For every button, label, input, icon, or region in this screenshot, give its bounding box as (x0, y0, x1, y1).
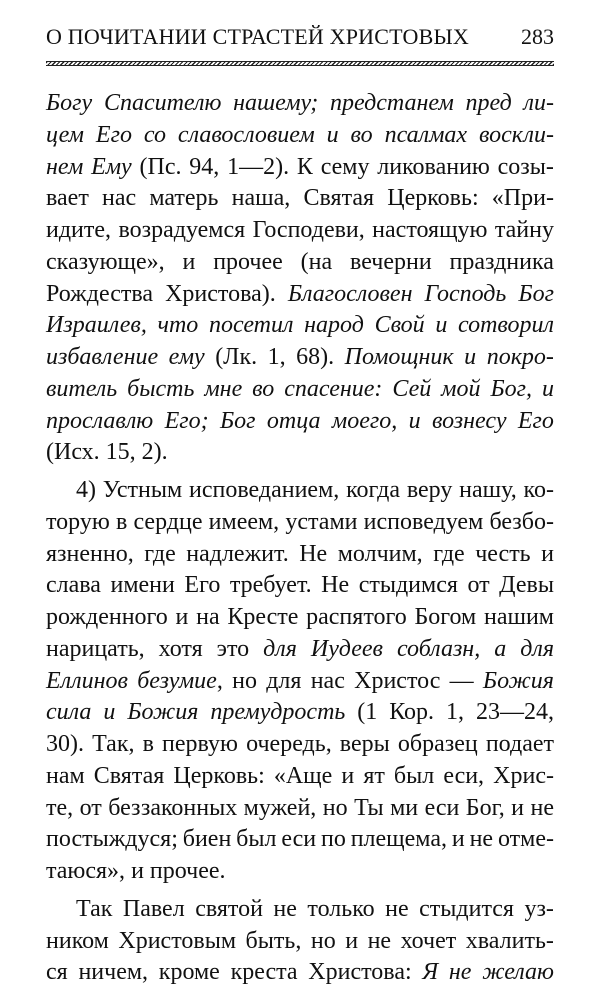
word: (Исх. (46, 439, 100, 466)
word: цем (46, 121, 84, 148)
word: отме- (497, 826, 554, 853)
text-line (46, 120, 554, 152)
word: надлежит. (186, 540, 289, 567)
word: ко- (523, 477, 554, 503)
word: ликованию (377, 153, 490, 180)
word: 1, (267, 344, 286, 370)
word: ли- (523, 90, 554, 116)
word: К (296, 153, 313, 180)
word: веру (406, 477, 453, 503)
word: но (322, 794, 348, 821)
word: 23—24, (475, 699, 554, 726)
word: где (433, 540, 465, 567)
word: уз- (524, 895, 554, 922)
word: нашу, (459, 477, 517, 503)
word: прославлю (46, 407, 154, 434)
word: нас (102, 185, 137, 212)
word: Святая (303, 185, 375, 212)
word: очередь, (246, 731, 332, 757)
word: Иудеев (310, 635, 383, 662)
word: настоящую (372, 217, 488, 243)
word: 1, (446, 699, 464, 726)
word: постыждуся; (46, 826, 178, 853)
word: язненно, (46, 540, 134, 567)
word: 30). (46, 731, 84, 757)
word: «Аще (273, 762, 333, 789)
word: вечерни (350, 248, 432, 275)
word: нем (46, 153, 84, 180)
word: Святая (93, 762, 165, 789)
text-line (46, 310, 554, 342)
word: Бог (518, 280, 554, 307)
word: был (236, 826, 277, 853)
word: только (307, 895, 375, 922)
word: Ты (354, 794, 384, 821)
word: покро- (486, 344, 554, 370)
word: нарицать, (46, 635, 145, 662)
word: Господь (424, 280, 507, 307)
page-number: 283 (521, 24, 554, 49)
word: сотворил (458, 312, 554, 339)
word: честь (475, 540, 531, 567)
word: Бог, (490, 375, 532, 402)
word: идите, (46, 217, 112, 243)
word: праздника (449, 248, 554, 275)
word: устами (285, 508, 358, 535)
word: таюся», (46, 858, 126, 884)
word: стыдимся (358, 572, 458, 599)
word: Не (299, 540, 328, 567)
word: исповеданием, (189, 477, 340, 503)
word: народ (304, 312, 364, 339)
word: возрадуемся (118, 217, 246, 243)
word: 4) (76, 477, 96, 503)
word: безбо- (489, 508, 554, 535)
word: слава (46, 572, 101, 599)
word: еси, (443, 762, 485, 789)
word: Девы (499, 572, 554, 599)
word: ничем, (78, 959, 149, 986)
text-line (46, 729, 554, 761)
word: Церковь: (387, 185, 479, 212)
word: от (79, 794, 102, 821)
word: (Лк. (215, 344, 258, 370)
word: молчим, (337, 540, 423, 567)
word: и (541, 540, 554, 567)
word: Еллинов (46, 667, 128, 694)
word: исповедуем (363, 508, 484, 535)
word: 94, (189, 153, 220, 180)
word: прочее (213, 248, 283, 275)
word: и (541, 375, 554, 402)
word: на (196, 604, 220, 630)
word: еси (424, 794, 460, 821)
word: Бог, (465, 794, 505, 821)
word: 1—2). (227, 153, 290, 180)
word: матерь (149, 185, 219, 212)
text-line (46, 570, 554, 602)
word: и (435, 312, 448, 339)
word: стыдится (419, 895, 514, 922)
text-line (46, 602, 554, 634)
word: и (345, 927, 359, 954)
word: Христовым (118, 927, 237, 954)
word: Богу (46, 90, 93, 116)
word: Христова: (308, 959, 412, 986)
word: по (320, 826, 346, 853)
text-line (46, 507, 554, 539)
word: ему (168, 344, 205, 370)
word: Кор. (389, 699, 435, 726)
word: мой (441, 375, 481, 402)
word: наша, (231, 185, 291, 212)
word: распятого (306, 604, 407, 630)
word: Свой (374, 312, 425, 339)
word: Так, (92, 731, 135, 757)
word: и (511, 794, 525, 821)
word: не (469, 826, 494, 853)
word: Спасителю (103, 90, 222, 116)
word: 15, (105, 439, 136, 466)
word: и (103, 699, 116, 726)
word: не (385, 895, 409, 922)
word: требует. (229, 572, 312, 599)
word: беззаконных (108, 794, 238, 821)
word: Благословен (287, 280, 413, 307)
word: Христова). (165, 280, 276, 307)
word: Так (76, 895, 113, 922)
text-line (46, 539, 554, 571)
paragraph (46, 894, 554, 989)
word: (Пс. (139, 153, 182, 180)
word: бысть (127, 375, 195, 402)
word: 68). (296, 344, 335, 370)
word: и (175, 604, 189, 630)
word: хвалить- (465, 927, 554, 954)
word: Хрис- (493, 762, 554, 789)
word: Христос (354, 667, 441, 694)
word: Рождества (46, 280, 154, 307)
word: хотя (158, 635, 203, 662)
text-line (46, 957, 554, 989)
word: псалмах (384, 121, 468, 148)
word: и (182, 248, 196, 275)
word: Божия (482, 667, 554, 694)
word: отца (266, 407, 321, 434)
text-line (46, 761, 554, 793)
word: славословием (177, 121, 315, 148)
text-line (46, 437, 554, 469)
word: нам (46, 762, 85, 789)
word: быть, (245, 927, 302, 954)
word: сила (46, 699, 92, 726)
word: кроме (158, 959, 220, 986)
word: Павел (122, 895, 185, 922)
word: и (464, 344, 477, 370)
word: хочет (400, 927, 457, 954)
word: Богом (414, 604, 477, 630)
paragraph (46, 475, 554, 888)
word: веры (339, 731, 390, 757)
word: избавление (46, 344, 159, 370)
paragraph (46, 88, 554, 469)
word: Не (321, 572, 350, 599)
text-line (46, 824, 554, 856)
word: предстанем (330, 90, 454, 116)
word: Его; (164, 407, 209, 434)
word: Я (422, 959, 439, 986)
word: нашим (483, 604, 554, 630)
word: посетил (208, 312, 294, 339)
word: желаю (482, 959, 554, 986)
text-line (46, 926, 554, 958)
text-line (46, 793, 554, 825)
word: не (273, 895, 297, 922)
word: моего, (331, 407, 398, 434)
word: со (143, 121, 166, 148)
word: святой (195, 895, 263, 922)
word: Устным (102, 477, 183, 503)
word: мне (204, 375, 243, 402)
text-line (46, 215, 554, 247)
word: но (232, 667, 257, 694)
text-line (46, 279, 554, 311)
word: воскли- (479, 121, 554, 148)
text-line (46, 342, 554, 374)
text-line (46, 666, 554, 698)
word: Бог (219, 407, 256, 434)
word: креста (230, 959, 298, 986)
text-line (46, 88, 554, 120)
word: вает (46, 185, 89, 212)
word: был (393, 762, 435, 789)
word: и (326, 121, 339, 148)
word: созы- (497, 153, 554, 180)
word: витель (46, 375, 118, 402)
word: (на (300, 248, 333, 275)
running-title: О ПОЧИТАНИИ СТРАСТЕЙ ХРИСТОВЫХ (46, 24, 469, 49)
word: Божия (127, 699, 199, 726)
text-line (46, 374, 554, 406)
word: Ему (91, 153, 132, 180)
word: что (157, 312, 199, 339)
word: Его (184, 572, 221, 599)
word: для (263, 635, 297, 662)
word: торую (46, 508, 110, 535)
word: имеем, (208, 508, 280, 535)
word: ми (390, 794, 419, 821)
word: для (266, 667, 302, 694)
word: но (310, 927, 336, 954)
word: 2). (141, 439, 168, 466)
word: это (216, 635, 250, 662)
word: сему (320, 153, 370, 180)
word: Израилев, (46, 312, 147, 339)
word: Церковь: (173, 762, 265, 789)
word: когда (346, 477, 401, 503)
word: нас (310, 667, 345, 694)
word: не (530, 794, 554, 821)
word: ят (363, 762, 385, 789)
word: для (520, 635, 554, 662)
body-text (46, 88, 554, 989)
word: в (115, 508, 128, 535)
word: подает (485, 731, 554, 757)
word: соблазн, (396, 635, 481, 662)
word: ся (46, 959, 68, 986)
word: Его (95, 121, 132, 148)
word: нашему; (233, 90, 319, 116)
word: тайну (494, 217, 554, 243)
word: и (451, 826, 465, 853)
word: имени (110, 572, 175, 599)
word: не (448, 959, 472, 986)
text-line (46, 152, 554, 184)
running-head (46, 22, 554, 52)
word: плещема, (350, 826, 447, 853)
word: премудрость (210, 699, 346, 726)
word: спасение: (284, 375, 383, 402)
word: Помощник (344, 344, 454, 370)
word: от (467, 572, 490, 599)
word: Сей (392, 375, 432, 402)
word: Его (517, 407, 554, 434)
word: вознесу (431, 407, 507, 434)
text-line (46, 856, 554, 888)
word: во (350, 121, 373, 148)
word: Кресте (227, 604, 299, 630)
word: прочее. (149, 858, 226, 884)
text-line (46, 406, 554, 438)
word: те, (46, 794, 74, 821)
text-line (46, 183, 554, 215)
word: первую (162, 731, 238, 757)
decorative-rule (46, 61, 554, 66)
word: мужей, (243, 794, 317, 821)
word: где (144, 540, 176, 567)
word: пред (465, 90, 512, 116)
word: образец (397, 731, 478, 757)
word: не (367, 927, 392, 954)
word: и (131, 858, 144, 884)
word: и (408, 407, 421, 434)
word: рожденного (46, 604, 168, 630)
text-line (46, 634, 554, 666)
word: еси (281, 826, 317, 853)
word: биен (182, 826, 232, 853)
text-line (46, 894, 554, 926)
word: ником (46, 927, 109, 954)
word: сказующе», (46, 248, 165, 275)
text-line (46, 475, 554, 507)
text-line (46, 247, 554, 279)
word: а (494, 635, 507, 662)
word: во (252, 375, 275, 402)
word: безумие, (137, 667, 223, 694)
word: и (341, 762, 355, 789)
word: (1 (357, 699, 378, 726)
word: сердце (133, 508, 203, 535)
word: — (449, 667, 474, 694)
text-line (46, 697, 554, 729)
word: в (142, 731, 154, 757)
word: «При- (491, 185, 554, 212)
word: Господеви, (252, 217, 365, 243)
